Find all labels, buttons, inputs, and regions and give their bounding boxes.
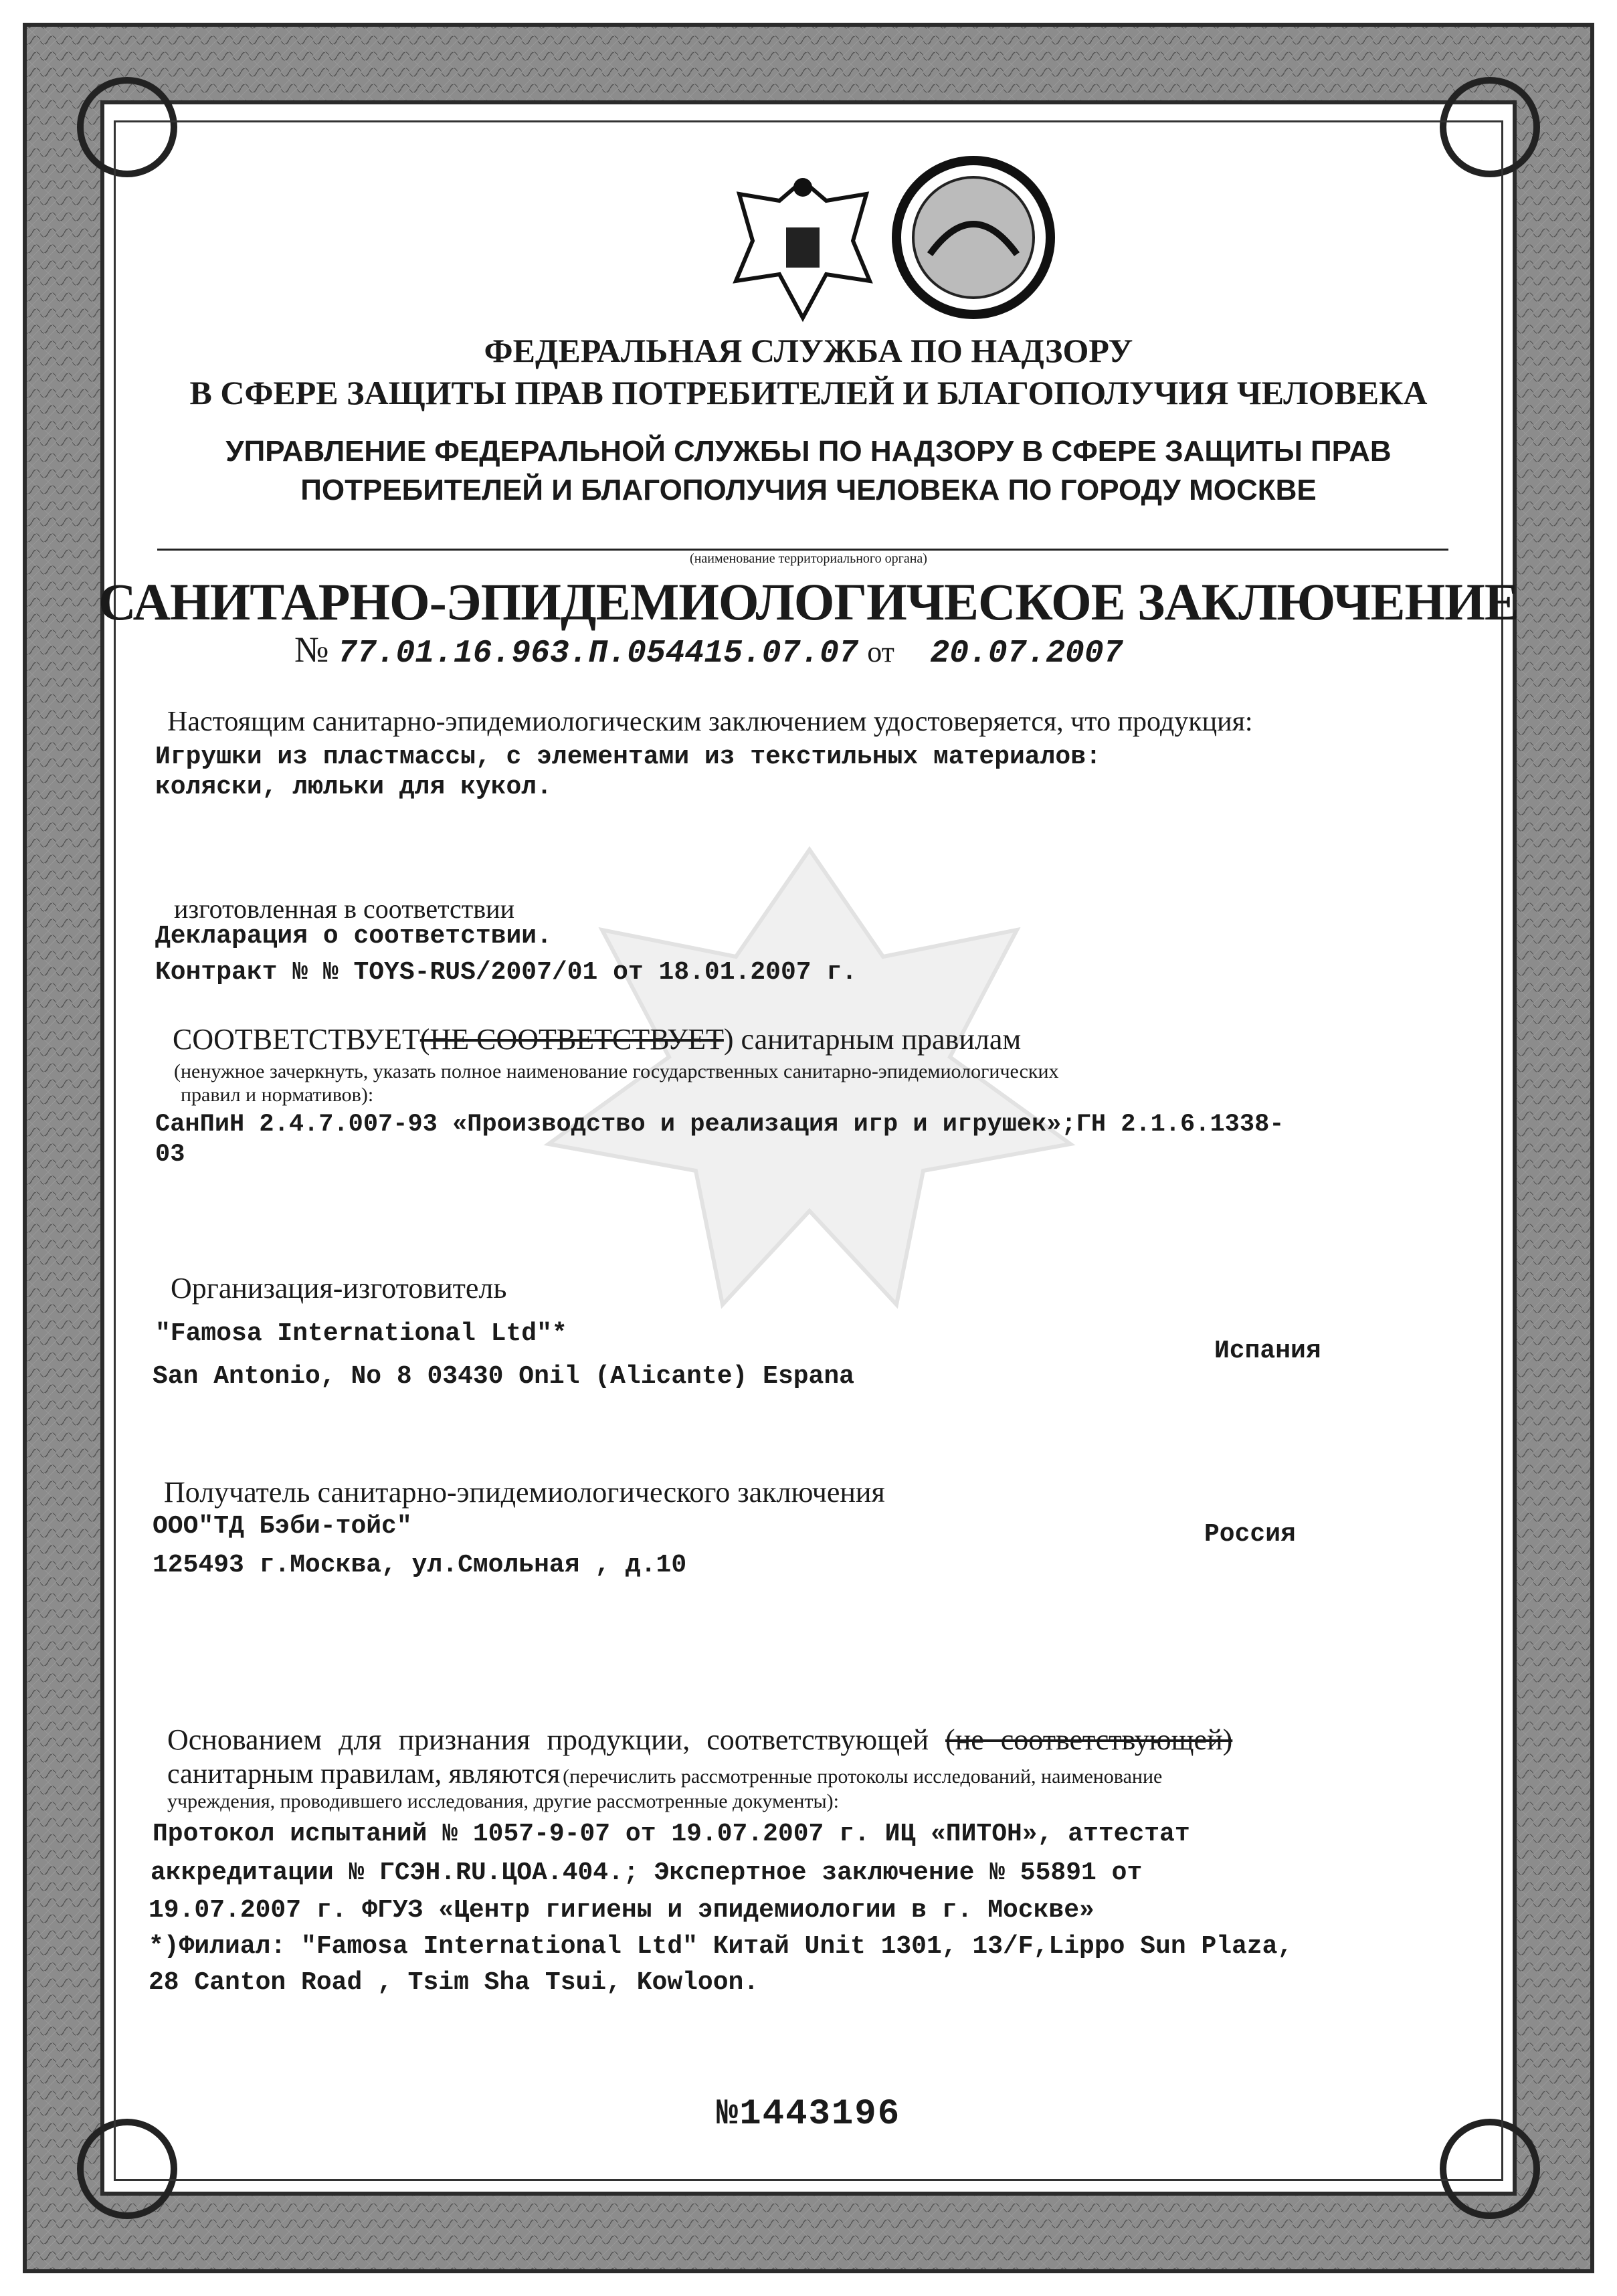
recipient-name: ООО"ТД Бэби-тойс" xyxy=(153,1512,412,1541)
manufacturer-address: San Antonio, No 8 03430 Onil (Alicante) Espana xyxy=(153,1362,854,1391)
form-number: №1443196 xyxy=(716,2094,901,2135)
basis-text3: учреждения, проводившего исследования, другие рассмотренные документы): xyxy=(167,1790,839,1812)
rules-line2: 03 xyxy=(155,1141,185,1169)
product-line1: Игрушки из пластмассы, с элементами из текстильных материалов: xyxy=(155,743,1101,771)
compliance-note-line2: правил и нормативов): xyxy=(181,1084,374,1106)
department-name-line2: ПОТРЕБИТЕЛЕЙ И БЛАГОПОЛУЧИЯ ЧЕЛОВЕКА ПО ГОРОДУ МОСКВЕ xyxy=(300,474,1317,506)
recipient-label: Получатель санитарно-эпидемиологического заключения xyxy=(164,1476,885,1509)
date-prefix: от xyxy=(867,636,894,668)
document-title: САНИТАРНО-ЭПИДЕМИОЛОГИЧЕСКОЕ ЗАКЛЮЧЕНИЕ xyxy=(98,573,1519,631)
basis-text2-note: (перечислить рассмотренные протоколы исследований, наименование xyxy=(563,1765,1163,1788)
product-intro: Настоящим санитарно-эпидемиологическим заключением удостоверяется, что продукция: xyxy=(167,706,1253,737)
basis-text1: Основанием для признания продукции, соответствующей xyxy=(167,1723,929,1756)
agency-seal-icon xyxy=(890,154,1057,321)
number-line xyxy=(294,629,1123,672)
compliance-note-line1: (ненужное зачеркнуть, указать полное наименование государственных санитарно-эпидемиологических xyxy=(174,1060,1059,1082)
certificate-date: 20.07.2007 xyxy=(930,636,1123,672)
certificate-number: 77.01.16.963.П.054415.07.07 xyxy=(338,636,858,672)
not-corresponds-text: (НЕ СООТВЕТСТВУЕТ xyxy=(419,1023,724,1056)
manufacturer-country: Испания xyxy=(1214,1337,1321,1365)
agency-name-line2: В СФЕРЕ ЗАЩИТЫ ПРАВ ПОТРЕБИТЕЛЕЙ И БЛАГОПОЛУЧИЯ ЧЕЛОВЕКА xyxy=(189,374,1428,411)
product-line2: коляски, люльки для кукол. xyxy=(155,773,552,801)
basis-line-branch: *)Филиал: "Famosa International Ltd" Китай Unit 1301, 13/F,Lippo Sun Plaza, xyxy=(149,1932,1293,1961)
manufacturer-name: "Famosa International Ltd"* xyxy=(155,1319,567,1348)
department-name-line1: УПРАВЛЕНИЕ ФЕДЕРАЛЬНОЙ СЛУЖБЫ ПО НАДЗОРУ В СФЕРЕ ЗАЩИТЫ ПРАВ xyxy=(225,435,1392,468)
compliance-suffix: ) санитарным правилам xyxy=(723,1023,1022,1056)
rules-line1: СанПиН 2.4.7.007-93 «Производство и реализация игр и игрушек»;ГН 2.1.6.1338- xyxy=(155,1111,1285,1139)
agency-name-line1: ФЕДЕРАЛЬНАЯ СЛУЖБА ПО НАДЗОРУ xyxy=(484,332,1133,369)
compliance-line xyxy=(173,1022,1021,1056)
basis-text2: санитарным правилам, являются xyxy=(167,1759,561,1790)
basis-strike: (не соответствующей) xyxy=(945,1723,1233,1756)
basis-line1 xyxy=(167,1723,1232,1757)
recipient-country: Россия xyxy=(1204,1520,1296,1549)
basis-line-address: 28 Canton Road , Tsim Sha Tsui, Kowloon. xyxy=(149,1968,759,1997)
manufactured-line1: Декларация о соответствии. xyxy=(155,922,552,951)
coat-of-arms-icon xyxy=(726,167,880,328)
basis-line2 xyxy=(167,1758,1162,1790)
corresponds-text: СООТВЕТСТВУЕТ xyxy=(173,1023,420,1056)
organ-rule xyxy=(157,549,1448,551)
number-prefix: № xyxy=(294,630,329,670)
basis-line-accreditation: аккредитации № ГСЭН.RU.ЦОА.404.; Экспертное заключение № 55891 от xyxy=(151,1858,1143,1887)
manufactured-line2: Контракт № № TOYS-RUS/2007/01 от 18.01.2007 г. xyxy=(155,958,857,987)
basis-line-protocol: Протокол испытаний № 1057-9-07 от 19.07.2007 г. ИЦ «ПИТОН», аттестат xyxy=(153,1820,1190,1848)
organ-caption: (наименование территориального органа) xyxy=(690,551,927,566)
recipient-address: 125493 г.Москва, ул.Смольная , д.10 xyxy=(153,1551,687,1580)
manufactured-label: изготовленная в соответствии xyxy=(174,894,514,924)
basis-line-fguz: 19.07.2007 г. ФГУЗ «Центр гигиены и эпидемиологии в г. Москве» xyxy=(149,1896,1095,1925)
manufacturer-label: Организация-изготовитель xyxy=(171,1272,507,1305)
